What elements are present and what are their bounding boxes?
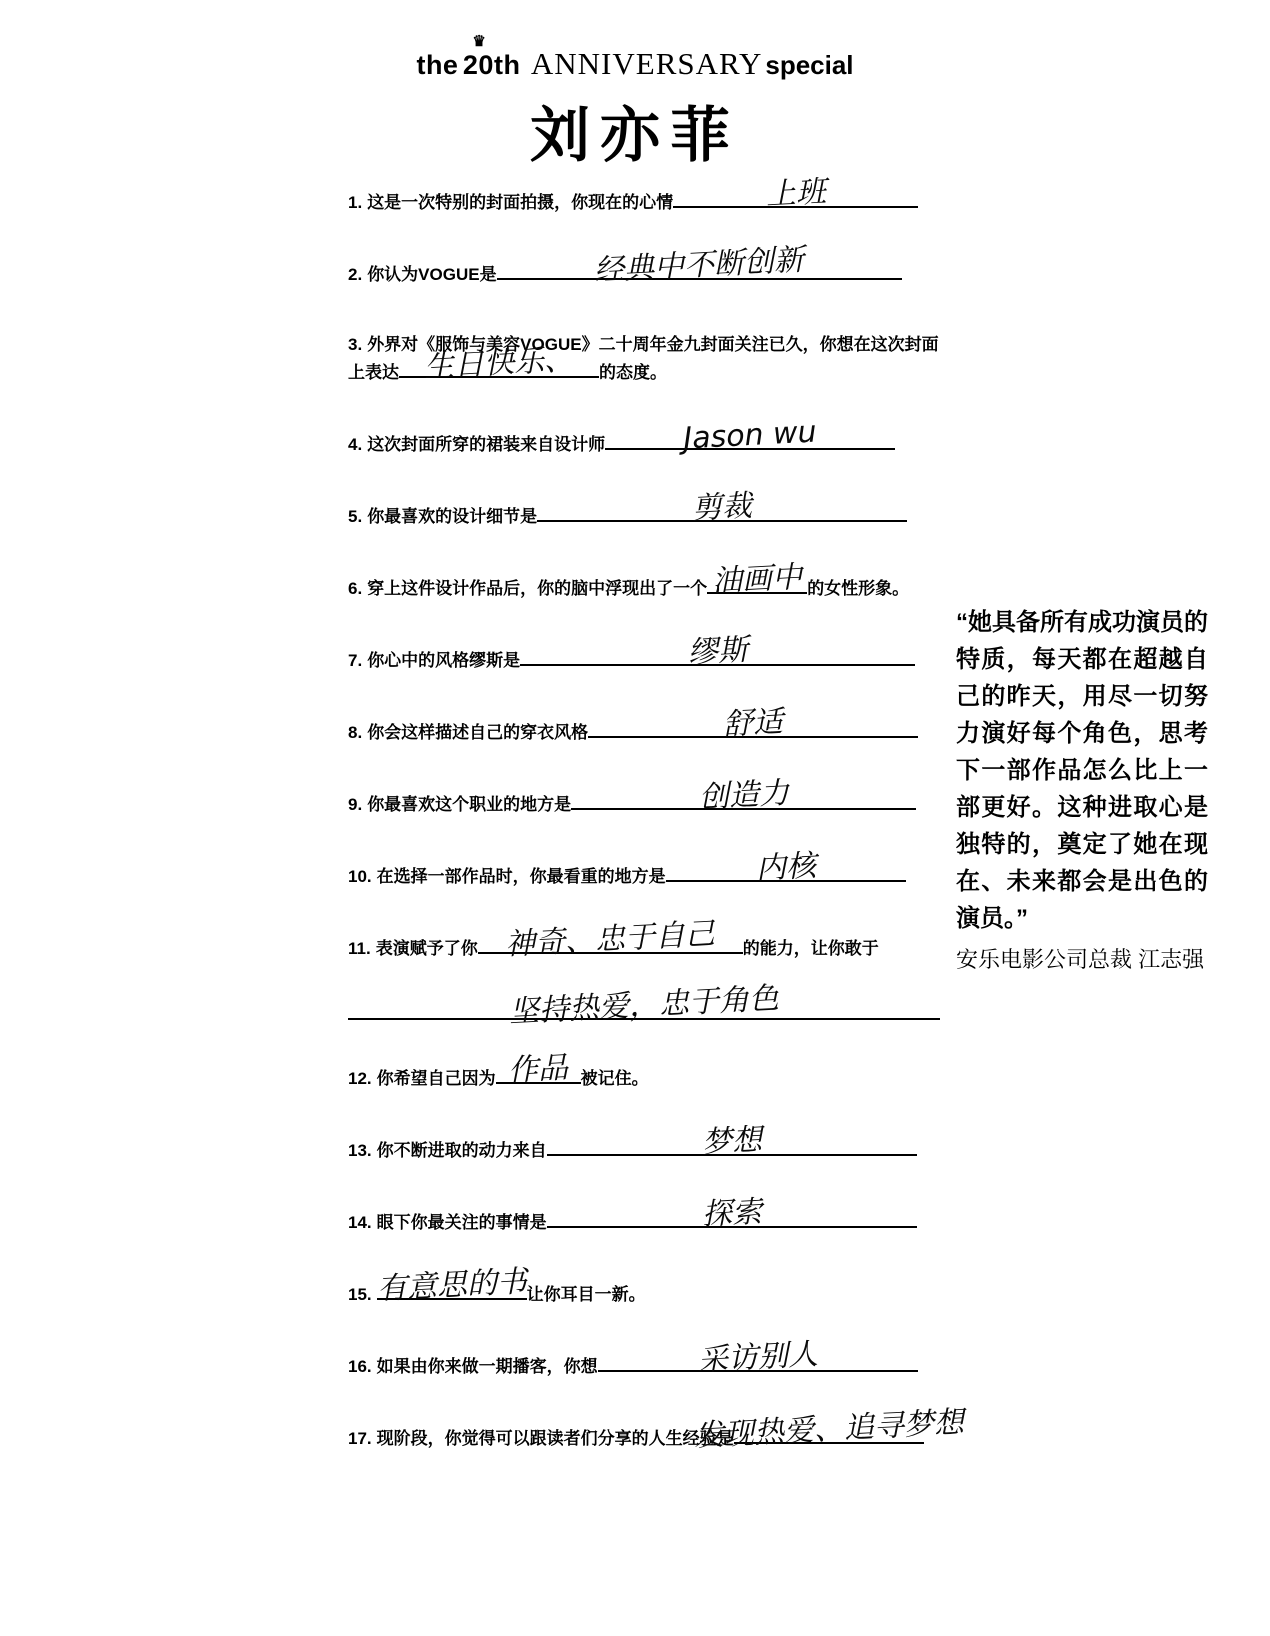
answer-blank	[692, 1404, 965, 1455]
pull-quote: “她具备所有成功演员的特质，每天都在超越自己的昨天，用尽一切努力演好每个角色，思考下一部作品怎么比上一部更好。这种进取心是独特的，奠定了她在现在、未来都会是出色的演员。”	[956, 609, 1208, 932]
answer-blank	[537, 488, 907, 527]
quote-attribution: 安乐电影公司总裁 江志强	[956, 947, 1205, 972]
question-number: 5.	[348, 507, 363, 526]
sidebar	[956, 604, 1208, 975]
question-number: 9.	[348, 795, 363, 814]
question-text: 在选择一部作品时，你最看重的地方是	[376, 867, 666, 886]
question-7	[348, 632, 940, 674]
answer-blank	[588, 704, 918, 743]
handwritten-answer: 生日快乐、	[423, 342, 575, 385]
header-special: special	[765, 50, 854, 80]
answer-blank	[399, 342, 599, 385]
question-4	[348, 414, 940, 458]
question-number: 8.	[348, 723, 363, 742]
handwritten-answer: 缪斯	[686, 632, 749, 671]
answer-blank	[598, 1336, 918, 1379]
question-number: 14.	[348, 1213, 372, 1232]
answer-blank	[707, 559, 807, 600]
question-text: 你认为VOGUE是	[367, 265, 497, 284]
answer-blank	[547, 1122, 917, 1161]
handwritten-answer: 剪裁	[691, 488, 754, 527]
question-16	[348, 1336, 940, 1380]
handwritten-answer: 发现热爱、追寻梦想	[692, 1404, 965, 1455]
question-number: 15.	[348, 1285, 372, 1304]
question-number: 1.	[348, 193, 363, 212]
question-text: 表演赋予了你	[375, 939, 478, 958]
handwritten-answer: 探索	[700, 1194, 763, 1233]
question-text: 如果由你来做一期播客，你想	[376, 1357, 598, 1376]
question-13	[348, 1122, 940, 1164]
question-number: 16.	[348, 1357, 372, 1376]
handwritten-answer: Jason wu	[682, 414, 818, 457]
question-14	[348, 1194, 940, 1236]
question-2	[348, 242, 940, 289]
question-text-after: 的女性形象。	[807, 579, 910, 598]
header-number-text: 20	[462, 50, 494, 80]
question-text: 你最喜欢这个职业的地方是	[367, 795, 572, 814]
question-number: 4.	[348, 435, 363, 454]
header-th: th	[493, 50, 521, 80]
question-text: 你会这样描述自己的穿衣风格	[367, 723, 589, 742]
question-number: 2.	[348, 265, 363, 284]
question-8	[348, 704, 940, 746]
answer-blank	[666, 848, 906, 887]
handwritten-answer: 梦想	[700, 1122, 763, 1161]
question-number: 6.	[348, 579, 363, 598]
answer-blank	[605, 414, 895, 457]
question-17	[348, 1404, 965, 1455]
question-text: 眼下你最关注的事情是	[376, 1213, 547, 1232]
page-title: 刘亦菲	[530, 101, 740, 171]
answer-blank	[673, 174, 918, 213]
anniversary-header	[0, 33, 1270, 82]
answer-blank	[547, 1194, 917, 1233]
answer-blank	[478, 916, 743, 963]
question-text-after: 被记住。	[580, 1069, 649, 1088]
handwritten-answer: 上班	[764, 174, 827, 213]
handwritten-answer: 有意思的书	[375, 1264, 528, 1307]
header-anniversary: ANNIVERSARY	[530, 46, 763, 81]
question-text: 你心中的风格缪斯是	[367, 651, 521, 670]
question-number: 12.	[348, 1069, 372, 1088]
handwritten-answer: 创造力	[697, 775, 790, 816]
answer-blank-line2	[348, 980, 940, 1031]
question-text: 你不断进取的动力来自	[376, 1141, 547, 1160]
crown-icon: ♛	[472, 33, 487, 50]
handwritten-answer: 神奇、忠于自己	[504, 916, 716, 963]
question-text: 你最喜欢的设计细节是	[367, 507, 538, 526]
question-text: 这次封面所穿的裙装来自设计师	[367, 435, 606, 454]
question-6	[348, 559, 940, 602]
question-text-after: 的态度。	[599, 363, 667, 382]
question-text-after: 让你耳目一新。	[526, 1285, 646, 1304]
question-text: 现阶段，你觉得可以跟读者们分享的人生经验是	[376, 1429, 734, 1448]
question-number: 13.	[348, 1141, 372, 1160]
answer-blank	[497, 242, 902, 289]
header-number	[462, 33, 494, 81]
question-9	[348, 775, 940, 818]
question-text: 这是一次特别的封面拍摄，你现在的心情	[367, 193, 674, 212]
handwritten-answer: 作品	[507, 1050, 569, 1089]
question-text: 外界对《服饰与美容VOGUE》二十周年金九封面关注已久，你想在这次封面上表达	[348, 335, 939, 382]
question-12	[348, 1050, 940, 1092]
handwritten-answer: 舒适	[722, 704, 785, 743]
question-15	[348, 1264, 940, 1308]
answer-blank	[571, 775, 916, 816]
handwritten-answer: 油画中	[711, 559, 804, 600]
question-number: 17.	[348, 1429, 372, 1448]
question-1	[348, 174, 940, 216]
question-number: 7.	[348, 651, 363, 670]
question-text-after: 的能力，让你敢于	[742, 939, 879, 958]
handwritten-answer-line2: 坚持热爱，忠于角色	[508, 980, 780, 1031]
question-3	[348, 332, 940, 386]
answer-blank	[375, 1264, 528, 1307]
handwritten-answer: 经典中不断创新	[593, 242, 805, 289]
handwritten-answer: 内核	[754, 848, 817, 887]
question-number: 11.	[348, 939, 371, 958]
question-number: 3.	[348, 335, 363, 354]
questions	[348, 160, 965, 1455]
answer-blank	[496, 1050, 581, 1089]
question-text: 你希望自己因为	[376, 1069, 496, 1088]
header-the: the	[416, 50, 459, 80]
question-11	[348, 916, 940, 1031]
question-5	[348, 488, 940, 530]
question-text: 穿上这件设计作品后，你的脑中浮现出了一个	[367, 579, 708, 598]
question-10	[348, 848, 940, 890]
answer-blank	[520, 632, 915, 671]
handwritten-answer: 采访别人	[696, 1336, 819, 1379]
question-number: 10.	[348, 867, 372, 886]
